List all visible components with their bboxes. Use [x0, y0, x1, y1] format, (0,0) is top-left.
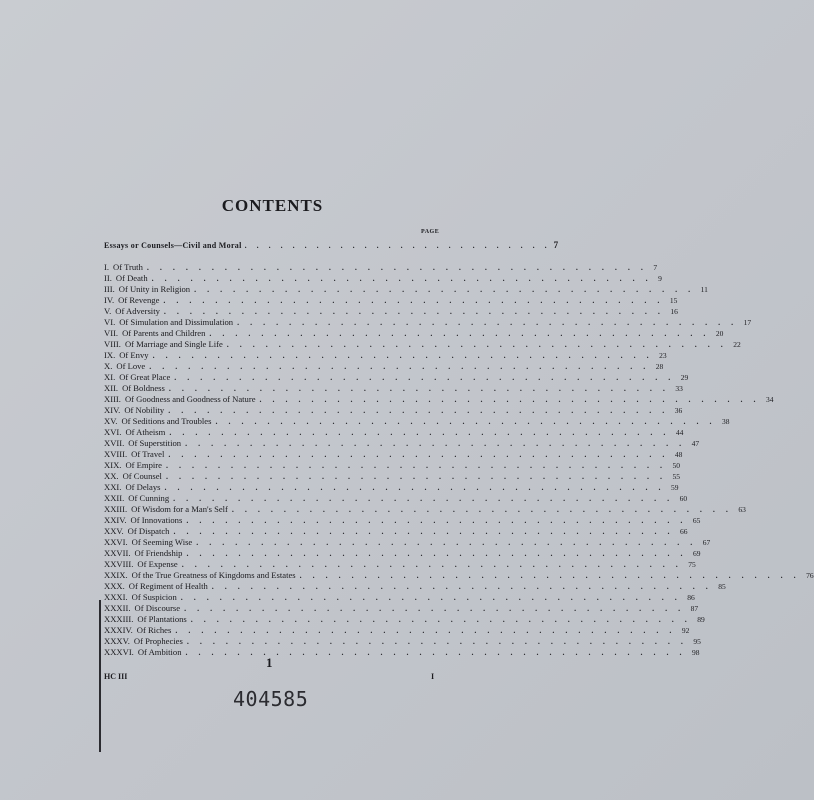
entry-number: IX.	[104, 350, 116, 360]
entry-number: XII.	[104, 383, 119, 393]
toc-entry	[104, 603, 699, 614]
entry-title: Of Regiment of Health	[128, 581, 208, 591]
entry-page: 22	[733, 340, 741, 349]
entry-title: Of Nobility	[124, 405, 165, 415]
toc-entry	[104, 273, 662, 284]
dot-leader: . . . . . . . . . . . . . . . . . . . . . . . . . . . . . . . . . . . . . . .	[299, 571, 801, 580]
entry-title: Of Superstition	[128, 438, 182, 448]
toc-entry	[104, 592, 695, 603]
toc-entry	[104, 570, 814, 581]
entry-title: Of Boldness	[122, 383, 165, 393]
entry-page: 20	[715, 329, 724, 338]
footer-right: I	[431, 672, 435, 681]
entry-page: 7	[653, 263, 658, 272]
dot-leader: . . . . . . . . . . . . . . . . . . . . . . . . . . . . . . . . . . . . . . .	[169, 428, 670, 437]
dot-leader: . . . . . . . . . . . . . . . . . . . . . . . . . . . . . . . . . . . . . . .	[231, 505, 733, 514]
dot-leader: . . . . . . . . . . . . . . . . . . . . . . . . . . . . . . . . . . . . . . .	[185, 648, 687, 657]
toc-entry	[104, 427, 684, 438]
entry-number: XXIV.	[104, 515, 127, 525]
toc-entry	[104, 449, 683, 460]
entry-number: XXI.	[104, 482, 122, 492]
toc-entry	[104, 526, 688, 537]
entry-number: XXVII.	[104, 548, 131, 558]
entry-number: XXII.	[104, 493, 125, 503]
dot-leader: . . . . . . . . . . . . . . . . . . . . . . . . . . . . . . . . . . . . . . .	[194, 285, 695, 294]
entry-title: Of the True Greatness of Kingdoms and Estates	[131, 570, 296, 580]
entry-title: Of Great Place	[119, 372, 171, 382]
entry-page: 98	[692, 648, 700, 657]
dot-leader: . . . . . . . . . . . . . . . . . . . . . . . . . . . . . . . . . . . . . . .	[215, 417, 716, 426]
entry-page: 86	[687, 593, 695, 602]
entry-number: III.	[104, 284, 115, 294]
entry-number: XXXV.	[104, 636, 130, 646]
entry-page: 36	[674, 406, 683, 415]
toc-entry	[104, 438, 700, 449]
entry-number: XXVIII.	[104, 559, 134, 569]
entry-title: Of Seeming Wise	[131, 537, 193, 547]
entry-number: XXXI.	[104, 592, 128, 602]
entry-page: 66	[679, 527, 688, 536]
entry-title: Of Innovations	[130, 515, 183, 525]
entry-page: 67	[702, 538, 711, 547]
toc-entry	[104, 339, 741, 350]
toc-entry	[104, 416, 730, 427]
entry-number: XX.	[104, 471, 119, 481]
entry-page: 95	[693, 637, 701, 646]
entry-page: 50	[672, 461, 680, 470]
entry-title: Of Truth	[113, 262, 143, 272]
entry-page: 59	[671, 483, 679, 492]
dot-leader: . . . . . . . . . . . . . . . . . . . . . . . . . . . . . . . . . . . . . . .	[149, 362, 650, 371]
entry-page: 15	[669, 296, 678, 305]
entry-page: 65	[692, 516, 701, 525]
entry-number: XXX.	[104, 581, 125, 591]
entry-title: Of Simulation and Dissimulation	[119, 317, 234, 327]
dot-leader: . . . . . . . . . . . . . . . . . . . . . . . . . . . . . . . . . . . . . . .	[196, 538, 697, 547]
entry-title: Of Seditions and Troubles	[121, 416, 212, 426]
toc-entry	[104, 537, 711, 548]
entry-page: 92	[681, 626, 690, 635]
entry-number: VIII.	[104, 339, 121, 349]
toc-entry	[104, 328, 724, 339]
entry-title: Of Prophecies	[133, 636, 183, 646]
entry-title: Of Cunning	[128, 493, 170, 503]
dot-leader: . . . . . . . . . . . . . . . . . . . . . . . . . . . . . . . . . . . . . . .	[168, 384, 670, 393]
dot-leader: . . . . . . . . . . . . . . . . . . . . . . . . . . . . . . . . . . . . . . .	[168, 450, 669, 459]
toc-entry	[104, 625, 690, 636]
entry-page: 47	[691, 439, 700, 448]
entry-page: 85	[718, 582, 726, 591]
entry-number: VII.	[104, 328, 119, 338]
entry-number: XXVI.	[104, 537, 128, 547]
toc-entry	[104, 614, 705, 625]
dot-leader: . . . . . . . . . . . . . . . . . . . . . . . . . . . . . . . . . . . . . . .	[146, 263, 648, 272]
entry-page: 63	[738, 505, 746, 514]
entry-title: Of Expense	[137, 559, 178, 569]
dot-leader: . . . . . . . . . . . . . . . . . . . . . . . . . . . . . . . . . . . . . . .	[174, 373, 675, 382]
entry-number: XXIII.	[104, 504, 128, 514]
toc-entry	[104, 295, 678, 306]
dot-leader: . . . . . . . . . . . . . . . . . . . . . . . . . . . . . . . . . . . . . . .	[163, 296, 664, 305]
toc-entry	[104, 559, 696, 570]
entry-number: IV.	[104, 295, 115, 305]
dot-leader: . . . . . . . . . . . . . . . . . . . . . . . . . . . . . . . . . . . . . . .	[209, 329, 710, 338]
toc-entry	[104, 317, 752, 328]
entry-page: 60	[679, 494, 688, 503]
entry-page: 33	[675, 384, 683, 393]
entry-title: Of Unity in Religion	[118, 284, 191, 294]
entry-title: Of Marriage and Single Life	[124, 339, 223, 349]
dot-leader: . . . . . . . . . . . . . . . . . . . . . . . . . . . . . . . . . . . . . . .	[151, 274, 653, 283]
toc-entry	[104, 548, 701, 559]
entry-page: 38	[721, 417, 730, 426]
dot-leader: . . . . . . . . . . . . . . . . . . . . . . . . . . . . . . . . . . . . . . .	[181, 560, 683, 569]
entry-page: 44	[675, 428, 684, 437]
stamped-number: 404585	[233, 687, 309, 711]
toc-entry	[104, 262, 658, 273]
toc-entry	[104, 372, 689, 383]
entry-title: Of Adversity	[115, 306, 160, 316]
toc-entry	[104, 306, 678, 317]
entry-page: 48	[674, 450, 683, 459]
entry-number: XXXVI.	[104, 647, 134, 657]
entry-title: Of Goodness and Goodness of Nature	[124, 394, 256, 404]
entry-title: Of Plantations	[137, 614, 187, 624]
toc-entry	[104, 350, 667, 361]
toc-entry	[104, 383, 683, 394]
toc-entry	[104, 647, 700, 658]
entry-title: Of Delays	[125, 482, 161, 492]
dot-leader: . . . . . . . . . . . . . . . . . . . . . . . . . . . . . . . . . . . . . . .	[186, 637, 688, 646]
toc-entry	[104, 471, 680, 482]
dot-leader: . . . . . . . . . . . . . . . . . . . . . . . . . .	[244, 241, 551, 250]
entry-number: I.	[104, 262, 110, 272]
entry-number: XXXIV.	[104, 625, 133, 635]
dot-leader: . . . . . . . . . . . . . . . . . . . . . . . . . . . . . . . . . . . . . . .	[186, 516, 687, 525]
entry-title: Of Atheism	[125, 427, 166, 437]
entry-page: 9	[658, 274, 662, 283]
entry-page: 23	[659, 351, 667, 360]
dot-leader: . . . . . . . . . . . . . . . . . . . . . . . . . . . . . . . . . . . . . . .	[185, 439, 686, 448]
entry-number: XIX.	[104, 460, 122, 470]
section-heading	[104, 240, 559, 254]
entry-number: XV.	[104, 416, 118, 426]
toc-entry	[104, 284, 708, 295]
entry-number: XVII.	[104, 438, 125, 448]
dot-leader: . . . . . . . . . . . . . . . . . . . . . . . . . . . . . . . . . . . . . . .	[163, 307, 665, 316]
entry-title: Of Envy	[119, 350, 149, 360]
entry-title: Of Death	[115, 273, 148, 283]
toc-entry	[104, 504, 746, 515]
entry-number: XI.	[104, 372, 116, 382]
entry-number: XXXII.	[104, 603, 131, 613]
entry-page: 28	[655, 362, 664, 371]
toc-entry	[104, 361, 664, 372]
dot-leader: . . . . . . . . . . . . . . . . . . . . . . . . . . . . . . . . . . . . . . .	[259, 395, 761, 404]
dot-leader: . . . . . . . . . . . . . . . . . . . . . . . . . . . . . . . . . . . . . . .	[168, 406, 669, 415]
dot-leader: . . . . . . . . . . . . . . . . . . . . . . . . . . . . . . . . . . . . . . .	[175, 626, 676, 635]
page-folio: 1	[266, 655, 273, 670]
page-title: CONTENTS	[221, 196, 324, 215]
toc-entry	[104, 581, 726, 592]
entry-page: 75	[688, 560, 696, 569]
entry-page: 89	[697, 615, 705, 624]
entry-title: Of Ambition	[137, 647, 182, 657]
dot-leader: . . . . . . . . . . . . . . . . . . . . . . . . . . . . . . . . . . . . . . .	[186, 549, 687, 558]
entry-number: XIV.	[104, 405, 121, 415]
margin-rule	[99, 600, 101, 752]
entry-number: V.	[104, 306, 112, 316]
entry-number: XXIX.	[104, 570, 128, 580]
dot-leader: . . . . . . . . . . . . . . . . . . . . . . . . . . . . . . . . . . . . . . .	[165, 472, 667, 481]
dot-leader: . . . . . . . . . . . . . . . . . . . . . . . . . . . . . . . . . . . . . . .	[180, 593, 682, 602]
dot-leader: . . . . . . . . . . . . . . . . . . . . . . . . . . . . . . . . . . . . . . .	[211, 582, 713, 591]
toc-entry	[104, 493, 688, 504]
entry-title: Of Friendship	[134, 548, 183, 558]
entry-title: Of Counsel	[122, 471, 162, 481]
toc-entry	[104, 515, 701, 526]
entry-number: XVIII.	[104, 449, 128, 459]
toc-entry	[104, 394, 774, 405]
entry-page: 17	[743, 318, 752, 327]
entry-page: 16	[670, 307, 678, 316]
entry-title: Of Empire	[125, 460, 162, 470]
toc-entry	[104, 482, 679, 493]
footer-left: HC III	[104, 672, 128, 681]
toc-entry	[104, 405, 683, 416]
entry-page: 87	[690, 604, 699, 613]
dot-leader: . . . . . . . . . . . . . . . . . . . . . . . . . . . . . . . . . . . . . . .	[190, 615, 692, 624]
page-column-header: PAGE	[421, 229, 440, 235]
entry-number: XXXIII.	[104, 614, 134, 624]
entry-number: XVI.	[104, 427, 122, 437]
dot-leader: . . . . . . . . . . . . . . . . . . . . . . . . . . . . . . . . . . . . . . .	[152, 351, 654, 360]
entry-title: Of Riches	[136, 625, 172, 635]
entry-page: 11	[700, 285, 708, 294]
entry-number: II.	[104, 273, 112, 283]
entry-number: X.	[104, 361, 113, 371]
entry-number: VI.	[104, 317, 116, 327]
toc-entry	[104, 460, 680, 471]
dot-leader: . . . . . . . . . . . . . . . . . . . . . . . . . . . . . . . . . . . . . . .	[226, 340, 728, 349]
entry-title: Of Revenge	[118, 295, 160, 305]
entry-page: 29	[680, 373, 689, 382]
dot-leader: . . . . . . . . . . . . . . . . . . . . . . . . . . . . . . . . . . . . . . .	[184, 604, 685, 613]
dot-leader: . . . . . . . . . . . . . . . . . . . . . . . . . . . . . . . . . . . . . . .	[173, 527, 674, 536]
entry-title: Of Discourse	[134, 603, 181, 613]
entry-title: Of Parents and Children	[122, 328, 206, 338]
entry-title: Of Dispatch	[127, 526, 170, 536]
entry-page: 55	[672, 472, 680, 481]
entry-title: Of Travel	[131, 449, 165, 459]
entry-title: Of Love	[116, 361, 146, 371]
contents-list	[104, 262, 814, 658]
entry-title: Of Suspicion	[131, 592, 177, 602]
section-label: Essays or Counsels—Civil and Moral	[104, 241, 242, 250]
entry-page: 69	[692, 549, 701, 558]
entry-page: 34	[766, 395, 774, 404]
entry-number: XIII.	[104, 394, 121, 404]
dot-leader: . . . . . . . . . . . . . . . . . . . . . . . . . . . . . . . . . . . . . . .	[164, 483, 666, 492]
entry-title: Of Wisdom for a Man's Self	[131, 504, 228, 514]
entry-page: 76	[806, 571, 814, 580]
dot-leader: . . . . . . . . . . . . . . . . . . . . . . . . . . . . . . . . . . . . . . .	[173, 494, 674, 503]
section-page: 7	[553, 240, 559, 250]
dot-leader: . . . . . . . . . . . . . . . . . . . . . . . . . . . . . . . . . . . . . . .	[165, 461, 667, 470]
toc-entry	[104, 636, 701, 647]
entry-number: XXV.	[104, 526, 124, 536]
dot-leader: . . . . . . . . . . . . . . . . . . . . . . . . . . . . . . . . . . . . . . .	[237, 318, 738, 327]
